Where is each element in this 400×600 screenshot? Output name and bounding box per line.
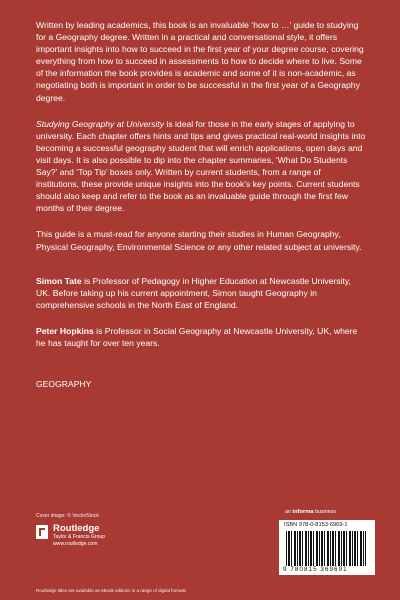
publisher-logo xyxy=(36,523,176,557)
barcode-bars xyxy=(286,531,366,566)
cover-image-credit: Cover image: © VectorStock xyxy=(36,513,99,519)
author-bio-2 xyxy=(36,325,366,349)
ebook-availability-note: Routledge titles are available as eBook editions in a range of digital formats xyxy=(36,588,187,593)
back-cover-text xyxy=(36,19,366,389)
parent-suffix: business xyxy=(313,509,337,515)
publisher-name: Routledge xyxy=(53,523,100,534)
description-paragraph-3: This guide is a must-read for anyone starting their studies in Human Geography, Physical Geography, Environmental Science or any other related subject at university. xyxy=(36,229,362,252)
description-paragraph-2 xyxy=(36,118,366,215)
description-paragraph-1: Written by leading academics, this book is an invaluable ‘how to …’ guide to studying for a Geography degree. Written in a practical and conversational style, it offers important insights into how to succeed in the first year of your degree course, covering everything from how to succeed in assessments to how to decide where to live. Some of the information the book provides is academic and some of it is non-academic, as negotiating both is important in order to be successful in the first year of a Geography degree. xyxy=(36,20,364,103)
isbn-barcode xyxy=(279,520,375,575)
subject-category: GEOGRAPHY xyxy=(36,379,92,390)
publisher-group: Taylor & Francis Group xyxy=(53,534,106,540)
routledge-logo-icon xyxy=(36,525,48,539)
barcode-number: 9 780815 369691 xyxy=(283,566,348,573)
description-paragraph-2-body: is ideal for those in the early stages of applying to university. Each chapter offers hints and tips and gives practical real-world insights into becoming a successful geography student that will enrich applications, open days and visit days. It is also possible to dip into the chapter summaries, ‘What Do Students Say?’ and ‘Top Tip’ boxes only. Written by current students, from a range of institutions, these provide unique insights into the book’s key points. Current students should also keep and refer to the book as an invaluable guide through the first few months of their degree. xyxy=(36,118,366,214)
parent-company-name: informa xyxy=(292,509,314,515)
author-bio-text-1: is Professor of Pedagogy in Higher Education at Newcastle University, UK. Before taking up his current appointment, Simon taught Geography in comprehensive schools in the North East of England. xyxy=(36,275,351,310)
author-bio-1 xyxy=(36,275,366,311)
isbn-label: ISBN 978-0-8153-6969-1 xyxy=(284,522,348,528)
parent-company-label xyxy=(285,509,336,515)
author-bio-text-2: is Professor in Social Geography at Newcastle University, UK, where he has taught for over ten years. xyxy=(36,325,358,348)
book-title: Studying Geography at University xyxy=(36,118,165,129)
author-name-1: Simon Tate xyxy=(36,275,82,286)
parent-prefix: an xyxy=(285,509,293,515)
author-name-2: Peter Hopkins xyxy=(36,325,94,336)
publisher-url: www.routledge.com xyxy=(53,541,98,547)
